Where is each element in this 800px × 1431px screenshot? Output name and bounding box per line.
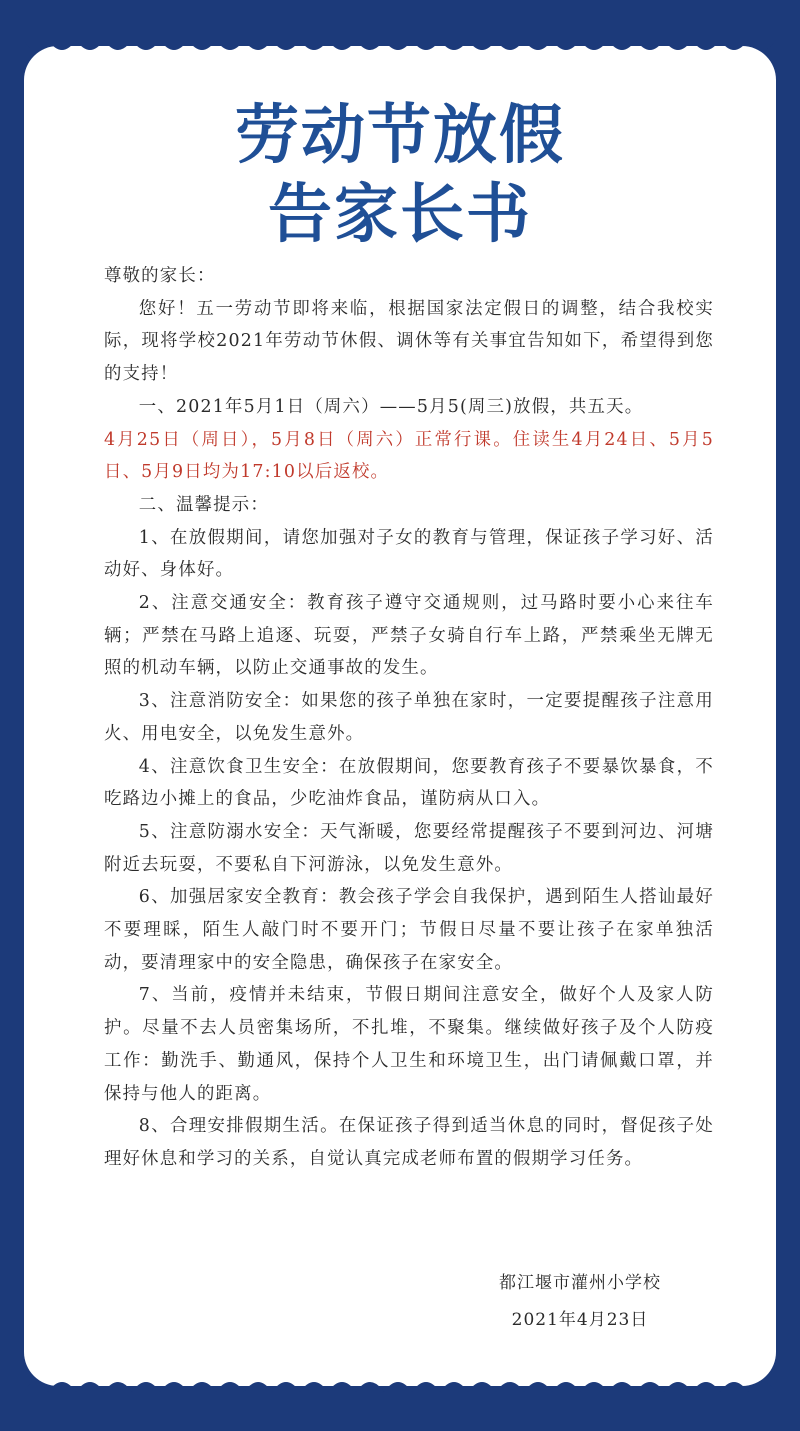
tip-item: 2、注意交通安全：教育孩子遵守交通规则，过马路时要小心来往车辆；严禁在马路上追逐、玩耍，严禁子女骑自行车上路，严禁乘坐无牌无照的机动车辆，以防止交通事故的发生。 bbox=[104, 593, 714, 679]
salutation: 尊敬的家长： bbox=[104, 266, 216, 286]
letter-body bbox=[104, 260, 714, 1176]
tips-heading: 二、温馨提示： bbox=[138, 494, 269, 515]
tip-item: 3、注意消防安全：如果您的孩子单独在家时，一定要提醒孩子注意用火、用电安全，以免发生意外。 bbox=[104, 691, 714, 744]
tip-item: 5、注意防溺水安全：天气渐暖，您要经常提醒孩子不要到河边、河塘附近去玩耍，不要私自下河游泳，以免发生意外。 bbox=[104, 821, 714, 875]
tip-item: 8、合理安排假期生活。在保证孩子得到适当休息的同时，督促孩子处理好休息和学习的关系，自觉认真完成老师布置的假期学习任务。 bbox=[104, 1116, 714, 1169]
tip-item: 7、当前，疫情并未结束，节假日期间注意安全，做好个人及家人防护。尽量不去人员密集场所，不扎堆，不聚集。继续做好孩子及个人防疫工作：勤洗手、勤通风，保持个人卫生和环境卫生，出门请佩戴口罩，并保持与他人的距离。 bbox=[104, 985, 714, 1104]
intro-paragraph: 您好！五一劳动节即将来临，根据国家法定假日的调整，结合我校实际，现将学校2021年劳动节休假、调休等有关事宜告知如下，希望得到您的支持！ bbox=[104, 298, 714, 385]
tip-item: 4、注意饮食卫生安全：在放假期间，您要教育孩子不要暴饮暴食，不吃路边小摊上的食品，少吃油炸食品，谨防病从口入。 bbox=[104, 756, 714, 810]
page-title-line-1: 劳动节放假 bbox=[235, 99, 565, 173]
signature-school: 都江堰市灌州小学校 bbox=[499, 1273, 661, 1293]
holiday-dates: 一、2021年5月1日（周六）——5月5(周三)放假，共五天。 bbox=[138, 396, 644, 417]
tip-item: 1、在放假期间，请您加强对子女的教育与管理，保证孩子学习好、活动好、身体好。 bbox=[104, 527, 714, 581]
signature-date: 2021年4月23日 bbox=[511, 1310, 649, 1330]
class-schedule-notice: 4月25日（周日），5月8日（周六）正常行课。住读生4月24日、5月5日、5月9日均为17:10以后返校。 bbox=[104, 429, 714, 483]
tip-item: 6、加强居家安全教育：教会孩子学会自我保护，遇到陌生人搭讪最好不要理睬，陌生人敲门时不要开门；节假日尽量不要让孩子在家单独活动，要清理家中的安全隐患，确保孩子在家安全。 bbox=[104, 887, 714, 973]
page-title-line-2: 告家长书 bbox=[268, 178, 532, 252]
